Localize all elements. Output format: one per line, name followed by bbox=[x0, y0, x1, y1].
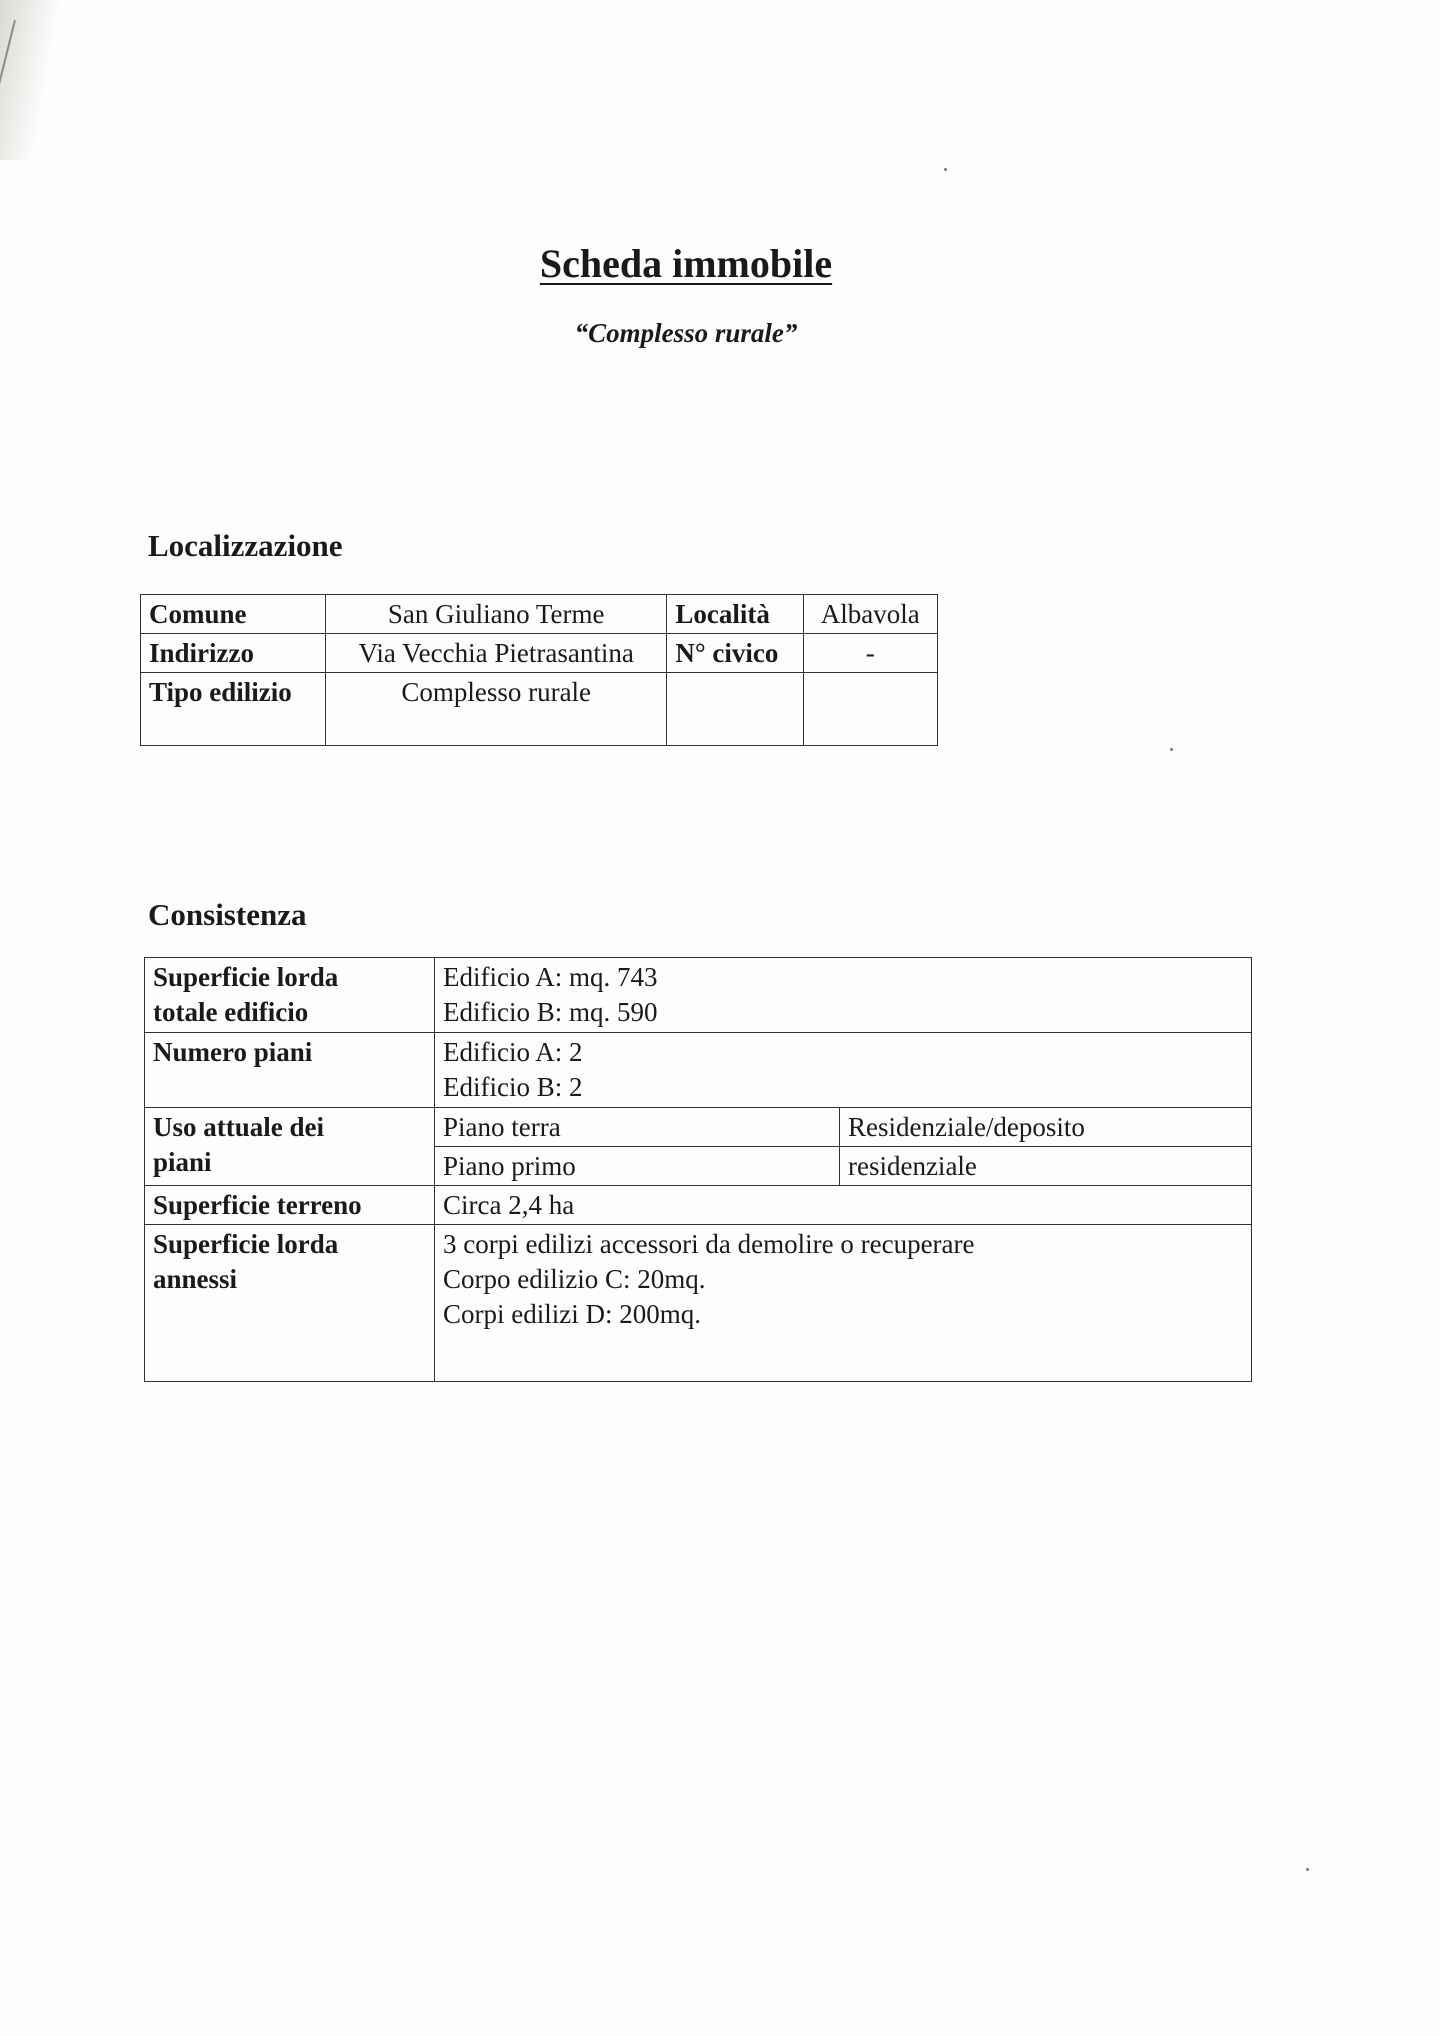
value-piano-terra: Piano terra bbox=[435, 1108, 840, 1147]
label-line: Superficie lorda bbox=[153, 962, 339, 992]
value-uso-piano-primo: residenziale bbox=[839, 1147, 1251, 1186]
localizzazione-table bbox=[140, 594, 938, 746]
table-row bbox=[141, 673, 938, 746]
table-row bbox=[145, 1225, 1252, 1382]
label-superficie-lorda bbox=[145, 958, 435, 1033]
label-line: piani bbox=[153, 1147, 212, 1177]
value-line: 3 corpi edilizi accessori da demolire o recuperare bbox=[443, 1229, 975, 1259]
value-indirizzo: Via Vecchia Pietrasantina bbox=[326, 634, 667, 673]
value-line: Edificio A: mq. 743 bbox=[443, 962, 658, 992]
scan-speck bbox=[1170, 748, 1173, 751]
label-uso-attuale bbox=[145, 1108, 435, 1186]
value-superficie-terreno: Circa 2,4 ha bbox=[435, 1186, 1252, 1225]
section-heading-consistenza: Consistenza bbox=[148, 897, 307, 932]
label-line: Uso attuale dei bbox=[153, 1112, 324, 1142]
value-localita: Albavola bbox=[803, 595, 937, 634]
document-title bbox=[0, 240, 1372, 287]
value-piano-primo: Piano primo bbox=[435, 1147, 840, 1186]
table-row bbox=[141, 634, 938, 673]
table-row bbox=[141, 595, 938, 634]
value-comune: San Giuliano Terme bbox=[326, 595, 667, 634]
value-superficie-lorda bbox=[435, 958, 1252, 1033]
table-row bbox=[145, 958, 1252, 1033]
value-line: Edificio B: 2 bbox=[443, 1072, 583, 1102]
value-line: Edificio B: mq. 590 bbox=[443, 997, 658, 1027]
section-heading-localizzazione: Localizzazione bbox=[148, 528, 343, 563]
label-line: annessi bbox=[153, 1264, 238, 1294]
table-row bbox=[145, 1033, 1252, 1108]
empty-cell bbox=[803, 673, 937, 746]
scan-speck bbox=[944, 168, 947, 171]
value-superficie-annessi bbox=[435, 1225, 1252, 1382]
label-line: totale edificio bbox=[153, 997, 309, 1027]
value-line: Corpi edilizi D: 200mq. bbox=[443, 1299, 701, 1329]
label-numero-piani: Numero piani bbox=[145, 1033, 435, 1108]
label-localita: Località bbox=[667, 595, 803, 634]
value-line: Corpo edilizio C: 20mq. bbox=[443, 1264, 706, 1294]
label-line: Superficie lorda bbox=[153, 1229, 339, 1259]
table-row bbox=[145, 1186, 1252, 1225]
scan-speck bbox=[1306, 1868, 1309, 1871]
table-row bbox=[145, 1108, 1252, 1147]
label-comune: Comune bbox=[141, 595, 326, 634]
label-superficie-terreno: Superficie terreno bbox=[145, 1186, 435, 1225]
document-title-text: Scheda immobile bbox=[539, 241, 833, 286]
value-tipo-edilizio: Complesso rurale bbox=[326, 673, 667, 746]
value-numero-civico: - bbox=[803, 634, 937, 673]
label-superficie-annessi bbox=[145, 1225, 435, 1382]
value-line: Edificio A: 2 bbox=[443, 1037, 583, 1067]
consistenza-table bbox=[144, 957, 1252, 1382]
document-subtitle: “Complesso rurale” bbox=[574, 318, 798, 348]
value-uso-piano-terra: Residenziale/deposito bbox=[839, 1108, 1251, 1147]
label-tipo-edilizio: Tipo edilizio bbox=[141, 673, 326, 746]
label-indirizzo: Indirizzo bbox=[141, 634, 326, 673]
scan-shadow bbox=[0, 0, 60, 160]
label-numero-civico: N° civico bbox=[667, 634, 803, 673]
value-numero-piani bbox=[435, 1033, 1252, 1108]
empty-cell bbox=[667, 673, 803, 746]
